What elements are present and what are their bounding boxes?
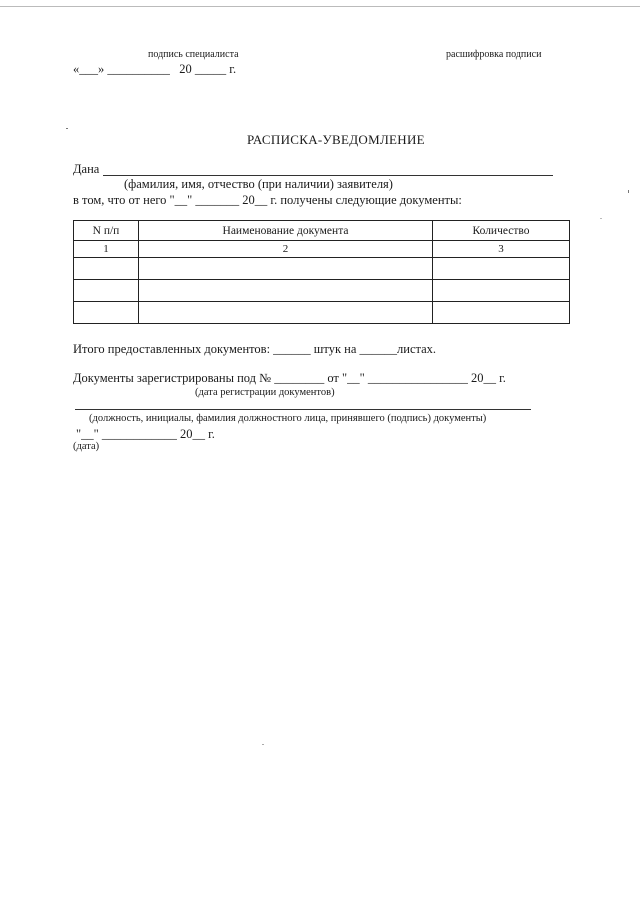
registration-caption: (дата регистрации документов) bbox=[195, 387, 335, 398]
official-date-caption: (дата) bbox=[73, 441, 100, 452]
official-caption: (должность, инициалы, фамилия должностного лица, принявшего (подпись) документы) bbox=[89, 413, 487, 424]
scan-speck bbox=[66, 128, 68, 129]
document-title: РАСПИСКА-УВЕДОМЛЕНИЕ bbox=[247, 132, 425, 147]
table-index-row bbox=[74, 241, 570, 258]
scan-speck bbox=[628, 190, 629, 193]
header-quantity: Количество bbox=[433, 221, 570, 241]
received-line: в том, что от него "__" _______ 20__ г. получены следующие документы: bbox=[73, 193, 462, 207]
official-signature-line bbox=[75, 409, 531, 410]
signature-decode-caption: расшифровка подписи bbox=[446, 49, 542, 60]
index-cell-3: 3 bbox=[433, 241, 570, 258]
header-date-line: «___» __________ 20 _____ г. bbox=[73, 62, 237, 76]
registration-line: Документы зарегистрированы под № ________ от "__" ________________ 20__ г. bbox=[73, 371, 506, 385]
official-date-line: "__" ____________ 20__ г. bbox=[76, 427, 215, 441]
header-number: N п/п bbox=[74, 221, 139, 241]
documents-table bbox=[73, 220, 570, 324]
table-row bbox=[74, 258, 570, 280]
totals-line: Итого предоставленных документов: ______ штук на ______листах. bbox=[73, 342, 437, 356]
applicant-name-line bbox=[103, 175, 553, 176]
specialist-signature-caption: подпись специалиста bbox=[148, 49, 239, 60]
scan-edge-line bbox=[0, 6, 640, 7]
index-cell-2: 2 bbox=[139, 241, 433, 258]
scan-speck bbox=[262, 744, 264, 745]
header-document-name: Наименование документа bbox=[139, 221, 433, 241]
table-row bbox=[74, 302, 570, 324]
applicant-caption: (фамилия, имя, отчество (при наличии) заявителя) bbox=[124, 177, 393, 191]
table-row bbox=[74, 280, 570, 302]
scan-speck bbox=[600, 218, 602, 219]
table-header-row bbox=[74, 221, 570, 241]
given-label: Дана bbox=[73, 162, 100, 176]
index-cell-1: 1 bbox=[74, 241, 139, 258]
